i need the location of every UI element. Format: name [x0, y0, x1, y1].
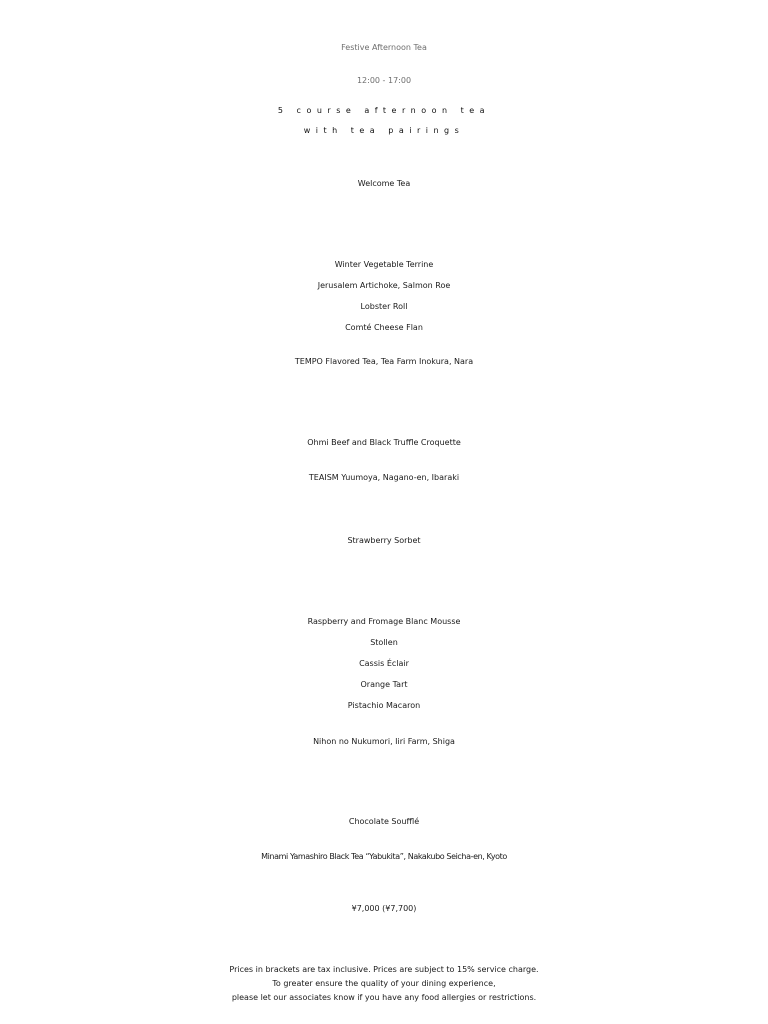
course6-item: Chocolate Soufflé: [348, 817, 420, 826]
course5-item: Pistachio Macaron: [347, 701, 421, 710]
course2-item: Comté Cheese Flan: [345, 323, 423, 332]
serving-hours: 12:00 - 17:00: [356, 76, 412, 85]
menu-subtitle-line-2: with tea pairings: [303, 126, 465, 135]
footer-note-line-2: To greater ensure the quality of your dining experience,: [272, 979, 496, 988]
course5-item: Orange Tart: [360, 680, 408, 689]
course6-tea-pairing: Minami Yamashiro Black Tea “Yabukita”, Nakakubo Seicha-en, Kyoto: [261, 852, 507, 861]
welcome-tea: Welcome Tea: [357, 179, 411, 188]
course2-item: Jerusalem Artichoke, Salmon Roe: [317, 281, 451, 290]
course2-item: Winter Vegetable Terrine: [334, 260, 434, 269]
menu-title: Festive Afternoon Tea: [341, 43, 427, 52]
footer-note-line-3: please let our associates know if you have any food allergies or restrictions.: [231, 993, 537, 1002]
course3-item: Ohmi Beef and Black Truffle Croquette: [307, 438, 461, 447]
course5-item: Cassis Éclair: [359, 659, 409, 668]
course4-item: Strawberry Sorbet: [347, 536, 421, 545]
course2-item: Lobster Roll: [360, 302, 408, 311]
course5-tea-pairing: Nihon no Nukumori, Iiri Farm, Shiga: [313, 737, 455, 746]
menu-subtitle-line-1: 5 course afternoon tea: [277, 106, 491, 115]
course3-tea-pairing: TEAISM Yuumoya, Nagano-en, Ibaraki: [308, 473, 460, 482]
course5-item: Stollen: [370, 638, 398, 647]
menu-price: ¥7,000 (¥7,700): [351, 904, 417, 913]
course2-tea-pairing: TEMPO Flavored Tea, Tea Farm Inokura, Nara: [294, 357, 474, 366]
footer-note-line-1: Prices in brackets are tax inclusive. Prices are subject to 15% service charge.: [229, 965, 539, 974]
course5-item: Raspberry and Fromage Blanc Mousse: [307, 617, 461, 626]
